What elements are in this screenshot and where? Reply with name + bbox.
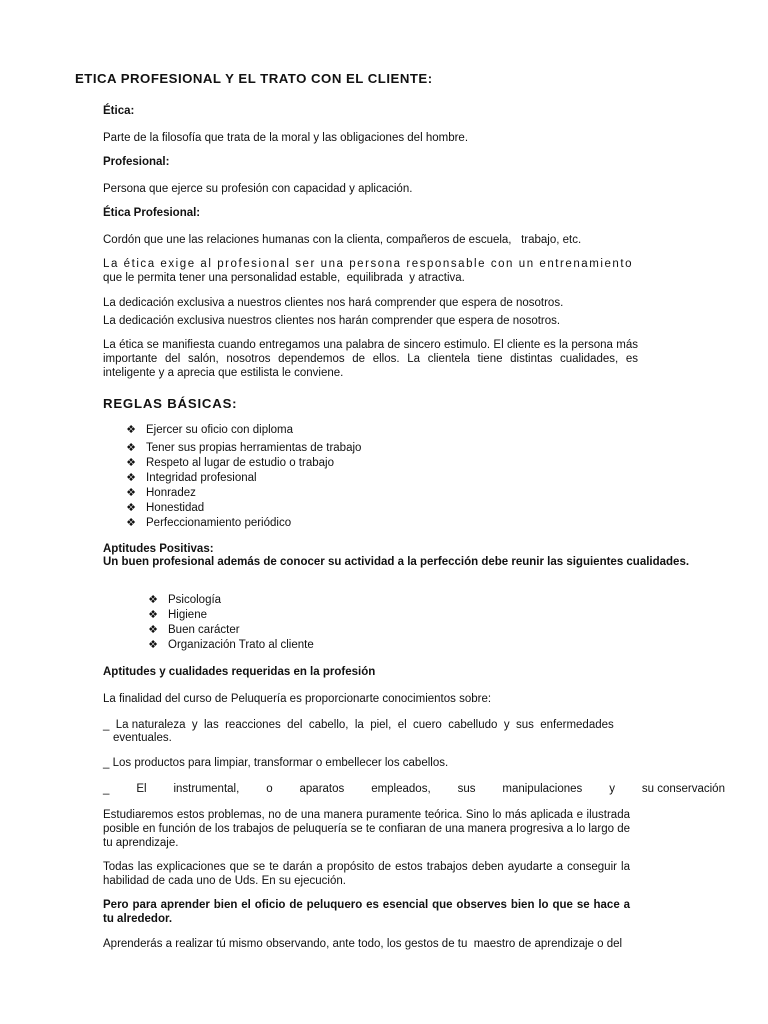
diamond-bullet-icon: ❖ [126, 424, 136, 436]
page-title: ETICA PROFESIONAL Y EL TRATO CON EL CLIENTE: [75, 71, 433, 86]
finalidad-paragraph: La finalidad del curso de Peluquería es proporcionarte conocimientos sobre: [103, 693, 492, 705]
aptitudes-positivas-text: Un buen profesional además de conocer su actividad a la perfección debe reunir las siguientes cualidades. [103, 556, 690, 568]
item-word: manipulaciones [502, 783, 583, 795]
diamond-bullet-icon: ❖ [126, 472, 136, 484]
item-word: El [136, 783, 147, 795]
item-word: empleados, [371, 783, 431, 795]
diamond-bullet-icon: ❖ [148, 624, 158, 636]
list-item: ❖ Buen carácter [146, 623, 314, 638]
dedicacion-paragraph-2: La dedicación exclusiva nuestros clientes nos harán comprender que espera de nosotros. [103, 315, 561, 327]
item-naturaleza-line-2: eventuales. [113, 732, 172, 744]
todas-paragraph: Todas las explicaciones que se te darán a propósito de estos trabajos deben ayudarte a conseguir la habilidad de cada uno de Uds. En su ejecución. [103, 861, 630, 887]
list-item: ❖ Organización Trato al cliente [146, 638, 314, 653]
diamond-bullet-icon: ❖ [126, 517, 136, 529]
aptitudes-positivas-label: Aptitudes Positivas: [103, 543, 214, 555]
item-word: su conservación [641, 783, 725, 795]
item-word: sus [457, 783, 476, 795]
item-word: aparatos [299, 783, 345, 795]
etica-label: Ética: [103, 105, 135, 117]
manifiesta-paragraph: La ética se manifiesta cuando entregamos una palabra de sincero estimulo. El cliente es la persona más importante del salón, nosotros dependemos de ellos. La clientela tiene distintas cualidades, es inteligente y a aprecia que estilista le conviene. [103, 339, 638, 379]
cualidades-list [146, 593, 314, 653]
requeridas-heading: Aptitudes y cualidades requeridas en la profesión [103, 666, 376, 678]
item-productos: _ Los productos para limpiar, transformar o embellecer los cabellos. [103, 757, 449, 769]
item-instrumental [103, 782, 725, 796]
exige-line-2: que le permita tener una personalidad estable, equilibrada y atractiva. [103, 272, 465, 284]
estudiaremos-paragraph: Estudiaremos estos problemas, no de una manera puramente teórica. Sino lo más aplicada e ilustrada posible en función de los trabajos de peluquería se te confiaran de una manera progresiva a lo largo de tu aprendizaje. [103, 809, 630, 849]
list-item: ❖ Respeto al lugar de estudio o trabajo [124, 456, 361, 471]
list-item: ❖ Integridad profesional [124, 471, 361, 486]
item-word: instrumental, [173, 783, 240, 795]
aprenderas-paragraph: Aprenderás a realizar tú mismo observando, ante todo, los gestos de tu maestro de aprendizaje o del [103, 938, 623, 950]
diamond-bullet-icon: ❖ [126, 442, 136, 454]
item-word: o [266, 783, 273, 795]
list-item: ❖ Higiene [146, 608, 314, 623]
profesional-label: Profesional: [103, 156, 170, 168]
list-item: ❖ Ejercer su oficio con diploma [124, 423, 361, 438]
profesional-definition: Persona que ejerce su profesión con capacidad y aplicación. [103, 183, 413, 195]
etica-definition: Parte de la filosofía que trata de la moral y las obligaciones del hombre. [103, 132, 469, 144]
diamond-bullet-icon: ❖ [126, 457, 136, 469]
diamond-bullet-icon: ❖ [148, 594, 158, 606]
diamond-bullet-icon: ❖ [148, 639, 158, 651]
reglas-heading: REGLAS BÁSICAS: [103, 396, 238, 411]
list-item: ❖ Perfeccionamiento periódico [124, 516, 361, 531]
item-word: y [609, 783, 615, 795]
list-item: ❖ Honestidad [124, 501, 361, 516]
list-item: ❖ Tener sus propias herramientas de trabajo [124, 441, 361, 456]
list-item: ❖ Honradez [124, 486, 361, 501]
dedicacion-paragraph-1: La dedicación exclusiva a nuestros clientes nos hará comprender que espera de nosotros. [103, 297, 564, 309]
item-word: _ [103, 783, 110, 795]
etica-profesional-label: Ética Profesional: [103, 207, 201, 219]
diamond-bullet-icon: ❖ [126, 487, 136, 499]
list-item: ❖ Psicología [146, 593, 314, 608]
pero-paragraph: Pero para aprender bien el oficio de peluquero es esencial que observes bien lo que se hace a tu alrededor. [103, 899, 630, 925]
etica-profesional-definition: Cordón que une las relaciones humanas con la clienta, compañeros de escuela, trabajo, etc. [103, 234, 582, 246]
diamond-bullet-icon: ❖ [126, 502, 136, 514]
diamond-bullet-icon: ❖ [148, 609, 158, 621]
exige-line-1: La ética exige al profesional ser una persona responsable con un entrenamiento [103, 258, 634, 270]
item-naturaleza-line-1: _ La naturaleza y las reacciones del cabello, la piel, el cuero cabelludo y sus enfermedades [103, 719, 614, 731]
reglas-list [124, 423, 361, 531]
